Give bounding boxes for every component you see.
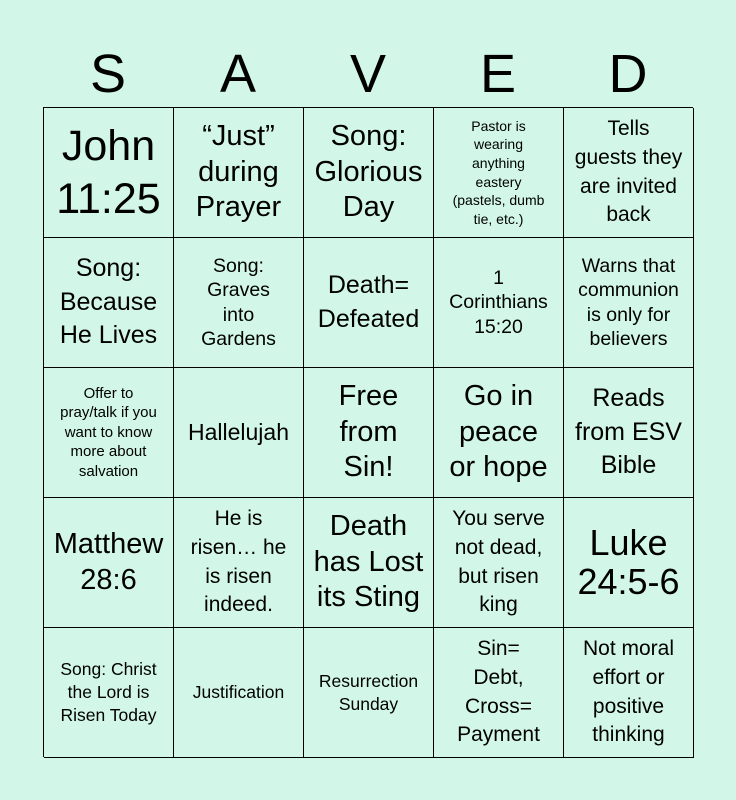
bingo-cell[interactable] [44, 628, 174, 758]
cell-text: Tells guests they are invited back [574, 116, 683, 227]
cell-text: Death= Defeated [317, 270, 420, 333]
header-letter-e: E [479, 44, 517, 104]
cell-text: Warns that communion is only for believers [578, 254, 679, 350]
cell-text: Song: Christ the Lord is Risen Today [60, 659, 157, 725]
bingo-cell[interactable] [434, 108, 564, 238]
bingo-cell[interactable] [44, 368, 174, 498]
bingo-cell[interactable] [174, 628, 304, 758]
bingo-cell[interactable] [564, 108, 694, 238]
cell-text: Death has Lost its Sting [313, 510, 424, 614]
cell-text: He is risen… he is risen indeed. [190, 506, 287, 617]
cell-text: Song: Because He Lives [59, 253, 158, 350]
bingo-cell[interactable] [44, 108, 174, 238]
cell-text: Offer to pray/talk if you want to know more about salvation [60, 384, 157, 480]
bingo-cell[interactable] [564, 628, 694, 758]
header-letter-v: V [349, 44, 387, 104]
cell-text: Justification [192, 682, 285, 703]
bingo-cell[interactable] [434, 498, 564, 628]
bingo-cell[interactable] [304, 628, 434, 758]
bingo-cell[interactable] [434, 368, 564, 498]
bingo-header [43, 40, 693, 108]
cell-text: Song: Graves into Gardens [201, 254, 276, 350]
bingo-cell[interactable] [174, 238, 304, 368]
cell-text: Free from Sin! [338, 380, 399, 484]
cell-text: Matthew 28:6 [53, 527, 164, 596]
cell-text: Luke 24:5-6 [577, 521, 680, 602]
cell-text: “Just” during Prayer [195, 120, 282, 224]
header-letter-a: A [219, 44, 257, 104]
cell-text: John 11:25 [56, 122, 161, 223]
bingo-cell[interactable] [174, 498, 304, 628]
bingo-cell[interactable] [304, 368, 434, 498]
bingo-cell[interactable] [564, 368, 694, 498]
cell-text: You serve not dead, but risen king [452, 506, 545, 617]
bingo-cell[interactable] [44, 498, 174, 628]
bingo-cell[interactable] [174, 368, 304, 498]
bingo-cell[interactable] [434, 238, 564, 368]
cell-text: Not moral effort or positive thinking [582, 636, 675, 747]
bingo-board [43, 107, 693, 757]
cell-text: 1 Corinthians 15:20 [449, 266, 548, 338]
cell-text: Pastor is wearing anything eastery (pastels, dumb tie, etc.) [452, 117, 545, 227]
cell-text: Reads from ESV Bible [575, 383, 682, 480]
header-letter-d: D [608, 44, 648, 104]
bingo-cell[interactable] [564, 238, 694, 368]
bingo-cell[interactable] [44, 238, 174, 368]
cell-text: Hallelujah [187, 418, 289, 445]
bingo-cell[interactable] [434, 628, 564, 758]
cell-text: Go in peace or hope [449, 380, 548, 484]
bingo-cell[interactable] [564, 498, 694, 628]
cell-text: Sin= Debt, Cross= Payment [457, 636, 540, 747]
bingo-cell[interactable] [304, 498, 434, 628]
bingo-cell[interactable] [304, 238, 434, 368]
bingo-cell[interactable] [174, 108, 304, 238]
cell-text: Resurrection Sunday [318, 670, 419, 714]
header-letter-s: S [89, 44, 127, 104]
bingo-cell[interactable] [304, 108, 434, 238]
cell-text: Song: Glorious Day [314, 120, 423, 224]
